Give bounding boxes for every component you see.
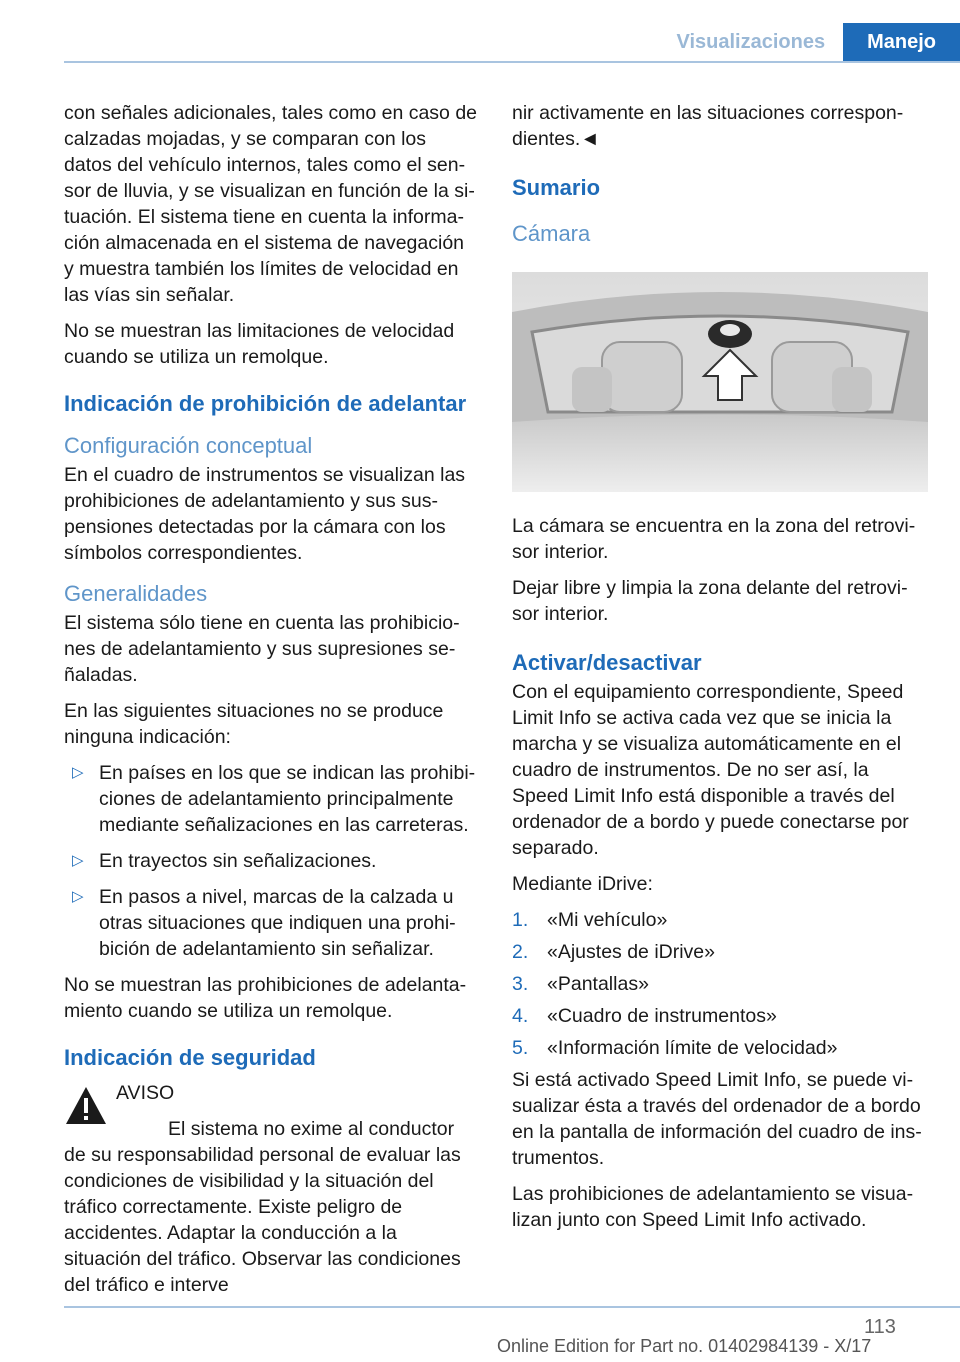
list-item: 3. «Pantallas» [512,973,649,995]
list-item: 1. «Mi vehículo» [512,909,668,931]
subsection-heading: Configuración conceptual [64,433,313,458]
header-divider [64,61,960,63]
tab-visualizaciones[interactable]: Visualizaciones [659,23,844,61]
warning-label: AVISO [116,1082,175,1104]
triangle-bullet-icon: ▷ [72,764,84,781]
triangle-bullet-icon: ▷ [72,888,84,905]
paragraph: Si está activado Speed Limit Info, se puede visualizar ésta a través del ordenador de a bordo en la pantalla de información del cuadro de instrumentos. [512,1069,922,1169]
list-item: ▷ En pasos a nivel, marcas de la calzada u otras situaciones que indiquen una prohibición de adelantamiento sin señalizar. [72,886,456,960]
paragraph: Con el equipamiento correspondiente, Speed Limit Info se activa cada vez que se inicia la marcha y se visualiza automáticamente en el cuadro de instrumentos. De no ser así, la Speed Limit Info está disponible a través del ordenador de a bordo y puede conectarse por separado. [512,681,909,859]
triangle-bullet-icon: ▷ [72,852,84,869]
paragraph: El sistema sólo tiene en cuenta las prohibiciones de adelantamiento y sus supresiones señaladas. [64,612,460,686]
paragraph: nir activamente en las situaciones correspondientes.◄ [512,102,904,150]
tab-manejo[interactable]: Manejo [843,23,960,61]
warning-text: El sistema no exime al conductor de su responsabilidad personal de evaluar las condiciones de visibilidad y la situación del tráfico correctamente. Existe peligro de accidentes. Adaptar la conducción a la situación del tráfico. Observar las condiciones del tráfico e interve [64,1118,461,1296]
right-column [512,100,927,1243]
warning-triangle-icon [64,1084,108,1128]
paragraph: No se muestran las prohibiciones de adelantamiento cuando se utiliza un remolque. [64,974,467,1022]
warning-block [64,1080,479,1298]
footer-edition-text: Online Edition for Part no. 01402984139 - X/17 [497,1336,872,1356]
paragraph: Mediante iDrive: [512,873,653,895]
subsection-heading: Generalidades [64,581,208,606]
section-heading: Indicación de seguridad [64,1045,316,1070]
subsection-heading: Cámara [512,221,591,246]
bullet-list [64,760,479,962]
paragraph: En las siguientes situaciones no se produce ninguna indicación: [64,700,444,748]
numbered-list [512,907,927,1061]
list-item: ▷ En trayectos sin señalizaciones. [72,850,377,872]
page-number: 113 [864,1316,896,1338]
list-item: 5. «Información límite de velocidad» [512,1037,838,1059]
paragraph: con señales adicionales, tales como en caso de calzadas mojadas, y se comparan con los datos del vehículo internos, tales como el sensor de lluvia, y se visualizan en función de la situación. El sistema tiene en cuenta la información almacenada en el sistema de navegación y muestra también los límites de velocidad en las vías sin señalar. [64,102,478,306]
paragraph: La cámara se encuentra en la zona del retrovisor interior. [512,515,916,563]
section-heading: Activar/desactivar [512,650,702,675]
header-tabs [659,23,960,61]
section-heading: Sumario [512,175,601,200]
camera-location-figure [512,272,928,492]
paragraph: Las prohibiciones de adelantamiento se visualizan junto con Speed Limit Info activado. [512,1183,914,1231]
paragraph: En el cuadro de instrumentos se visualizan las prohibiciones de adelantamiento y sus suspensiones detectadas por la cámara con los símbolos correspondientes. [64,464,466,564]
list-item: 2. «Ajustes de iDrive» [512,941,715,963]
paragraph: Dejar libre y limpia la zona delante del retrovisor interior. [512,577,908,625]
section-heading: Indicación de prohibición de adelantar [64,391,467,416]
left-column [64,100,479,1308]
list-item: 4. «Cuadro de instrumentos» [512,1005,777,1027]
list-item: ▷ En países en los que se indican las prohibiciones de adelantamiento principalmente mediante señalizaciones en las carreteras. [72,762,476,836]
paragraph: No se muestran las limitaciones de velocidad cuando se utiliza un remolque. [64,320,455,368]
footer-divider [64,1306,960,1308]
